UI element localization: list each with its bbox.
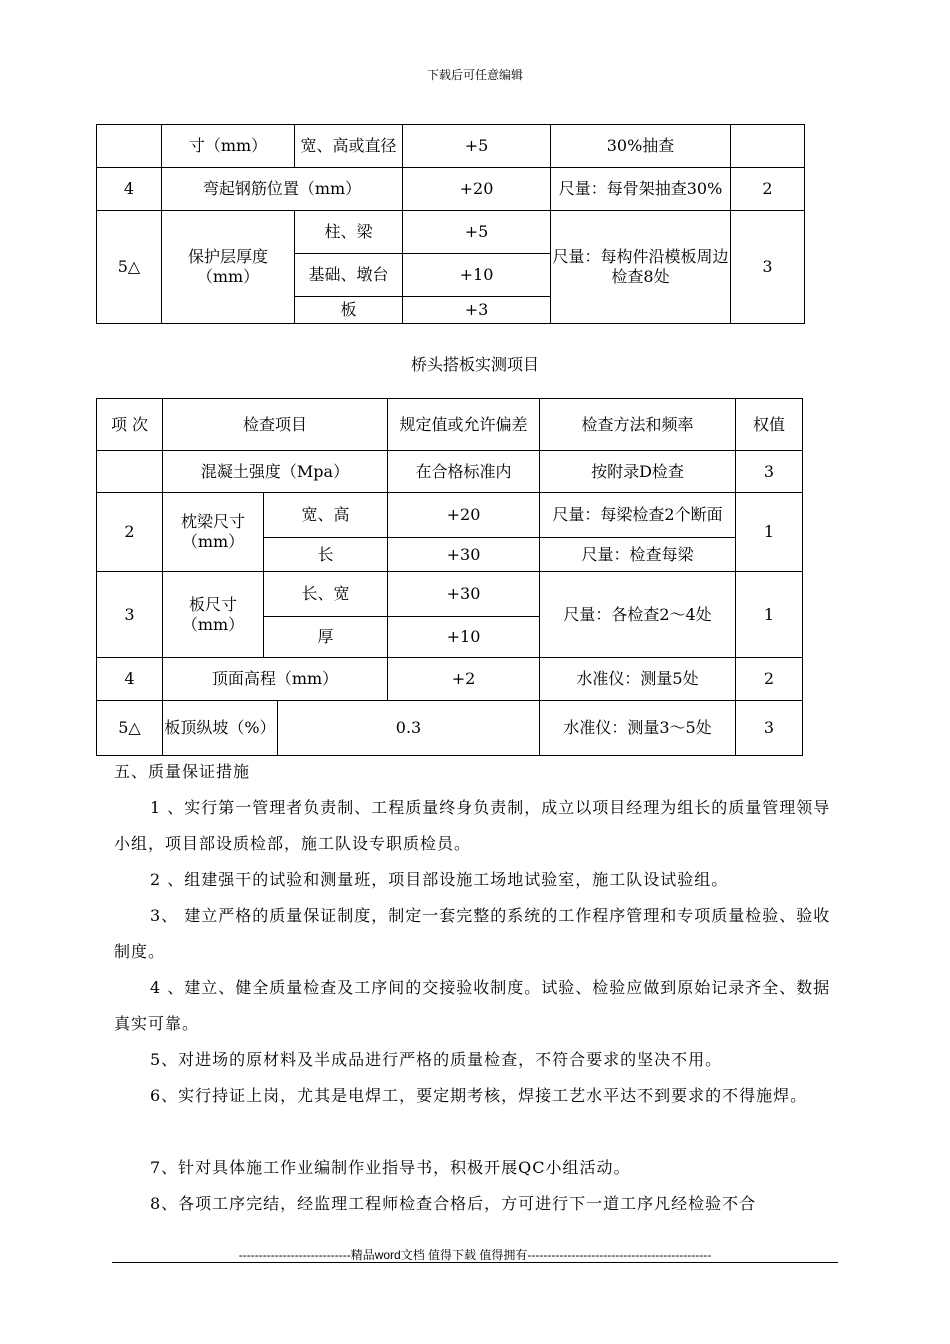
cell: 寸（mm） <box>162 125 295 168</box>
cell <box>97 125 162 168</box>
cell: 权值 <box>736 399 803 451</box>
cell: 尺量：每梁检查2个断面 <box>540 493 736 538</box>
cell: 尺量：每骨架抽查30% <box>551 168 731 211</box>
cell <box>731 125 805 168</box>
rebar-inspection-table <box>96 124 805 324</box>
footer-rule <box>112 1262 838 1263</box>
paragraph: 8、各项工序完结，经监理工程师检查合格后，方可进行下一道工序凡经检验不合 <box>150 1194 757 1213</box>
paragraph: 4 、建立、健全质量检查及工序间的交接验收制度。试验、检验应做到原始记录齐全、数据真实可靠。 <box>114 978 831 1033</box>
cell: 检查项目 <box>163 399 388 451</box>
paragraph: 3、 建立严格的质量保证制度，制定一套完整的系统的工作程序管理和专项质量检验、验收制度。 <box>114 906 831 961</box>
cell: 1 <box>736 572 803 658</box>
cell: 项 次 <box>97 399 163 451</box>
paragraph: 7、针对具体施工作业编制作业指导书，积极开展QC小组活动。 <box>150 1158 631 1177</box>
cell: 弯起钢筋位置（mm） <box>162 168 403 211</box>
cell: +10 <box>403 254 551 297</box>
approach-slab-table <box>96 398 803 756</box>
cell: 混凝土强度（Mpa） <box>163 451 388 493</box>
cell: +5 <box>403 125 551 168</box>
cell: 5△ <box>97 211 162 324</box>
cell: 规定值或允许偏差 <box>388 399 540 451</box>
cell: 长 <box>264 538 388 572</box>
cell: 检查方法和频率 <box>540 399 736 451</box>
cell: +5 <box>403 211 551 254</box>
cell: 1 <box>736 493 803 572</box>
cell: 按附录D检查 <box>540 451 736 493</box>
cell: +20 <box>403 168 551 211</box>
cell: 水准仪：测量3～5处 <box>540 701 736 756</box>
cell: 长、宽 <box>264 572 388 617</box>
cell: 3 <box>736 701 803 756</box>
page-header: 下载后可任意编辑 <box>426 68 523 82</box>
cell: 在合格标准内 <box>388 451 540 493</box>
cell: +30 <box>388 572 540 617</box>
paragraph: 2 、组建强干的试验和测量班，项目部设施工场地试验室，施工队设试验组。 <box>150 870 729 889</box>
cell: +3 <box>403 297 551 324</box>
paragraph: 1 、实行第一管理者负责制、工程质量终身负责制，成立以项目经理为组长的质量管理领导小组，项目部设质检部，施工队设专职质检员。 <box>114 798 831 853</box>
cell: +20 <box>388 493 540 538</box>
cell: 水准仪：测量5处 <box>540 658 736 701</box>
cell: 5△ <box>97 701 163 756</box>
cell: 2 <box>731 168 805 211</box>
cell: +2 <box>388 658 540 701</box>
cell: 板 <box>295 297 403 324</box>
cell: 厚 <box>264 617 388 658</box>
cell: 柱、梁 <box>295 211 403 254</box>
cell: +10 <box>388 617 540 658</box>
cell: 板顶纵坡（%） <box>163 701 278 756</box>
cell: 尺量：检查每梁 <box>540 538 736 572</box>
paragraph: 6、实行持证上岗，尤其是电焊工，要定期考核，焊接工艺水平达不到要求的不得施焊。 <box>150 1086 808 1105</box>
cell: +30 <box>388 538 540 572</box>
paragraph: 5、对进场的原材料及半成品进行严格的质量检查，不符合要求的坚决不用。 <box>150 1050 723 1069</box>
cell: 尺量：各检查2～4处 <box>540 572 736 658</box>
cell: 枕梁尺寸（mm） <box>163 493 264 572</box>
cell: 4 <box>97 658 163 701</box>
cell: 2 <box>736 658 803 701</box>
cell: 0.3 <box>278 701 540 756</box>
cell: 3 <box>97 572 163 658</box>
cell <box>97 451 163 493</box>
cell: 3 <box>731 211 805 324</box>
cell: 板尺寸（mm） <box>163 572 264 658</box>
section-title: 五、质量保证措施 <box>114 762 251 781</box>
cell: 3 <box>736 451 803 493</box>
cell: 顶面高程（mm） <box>163 658 388 701</box>
cell: 2 <box>97 493 163 572</box>
cell: 保护层厚度（mm） <box>162 211 295 324</box>
cell: 宽、高 <box>264 493 388 538</box>
page-footer: ----------------------------精品word文档 值得下载 值得拥有---------------------------------------------- <box>238 1248 712 1262</box>
table-caption: 桥头搭板实测项目 <box>410 355 539 374</box>
cell: 宽、高或直径 <box>295 125 403 168</box>
cell: 基础、墩台 <box>295 254 403 297</box>
cell: 30%抽查 <box>551 125 731 168</box>
cell: 4 <box>97 168 162 211</box>
cell: 尺量：每构件沿模板周边检查8处 <box>551 211 731 324</box>
